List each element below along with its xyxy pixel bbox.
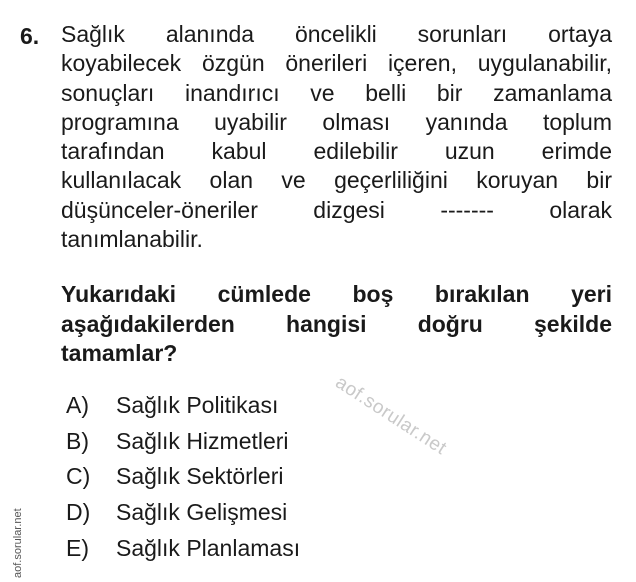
option-letter: B): [66, 427, 89, 454]
option-letter: D): [66, 499, 91, 526]
watermark-side: aof.sorular.net: [12, 508, 24, 578]
stem-line: tarafından kabul edilebilir uzun erimde: [61, 138, 612, 165]
stem-line: tanımlanabilir.: [61, 226, 203, 253]
stem-line: programına uyabilir olması yanında toplum: [61, 108, 612, 135]
question-number: 6.: [20, 23, 40, 49]
option-text: Sağlık Hizmetleri: [116, 427, 289, 454]
prompt-line: tamamlar?: [61, 340, 178, 366]
option-text: Sağlık Sektörleri: [116, 463, 284, 490]
prompt-line: Yukarıdaki cümlede boş bırakılan yeri: [61, 281, 612, 307]
option-a[interactable]: [66, 388, 300, 424]
stem-line: sonuçları inandırıcı ve belli bir zamanlama: [61, 79, 612, 106]
stem-line: koyabilecek özgün önerileri içeren, uygulanabilir,: [61, 50, 612, 77]
option-d[interactable]: [66, 495, 300, 531]
stem-line: Sağlık alanında öncelikli sorunları ortaya: [61, 21, 612, 47]
answer-options: [66, 388, 300, 566]
option-letter: C): [66, 463, 91, 490]
option-text: Sağlık Gelişmesi: [116, 499, 288, 526]
stem-line: kullanılacak olan ve geçerliliğini koruyan bir: [61, 167, 612, 194]
question-prompt: [61, 280, 612, 369]
option-letter: E): [66, 534, 89, 561]
option-c[interactable]: [66, 459, 300, 495]
watermark-diagonal: aof.sorular.net: [331, 372, 451, 460]
question-stem: [61, 20, 612, 254]
option-text: Sağlık Politikası: [116, 392, 279, 419]
prompt-line: aşağıdakilerden hangisi doğru şekilde: [61, 310, 612, 337]
option-letter: A): [66, 392, 89, 419]
option-text: Sağlık Planlaması: [116, 534, 301, 561]
option-e[interactable]: [66, 530, 300, 566]
stem-line: düşünceler-öneriler dizgesi ------- olarak: [61, 196, 612, 223]
option-b[interactable]: [66, 424, 300, 460]
